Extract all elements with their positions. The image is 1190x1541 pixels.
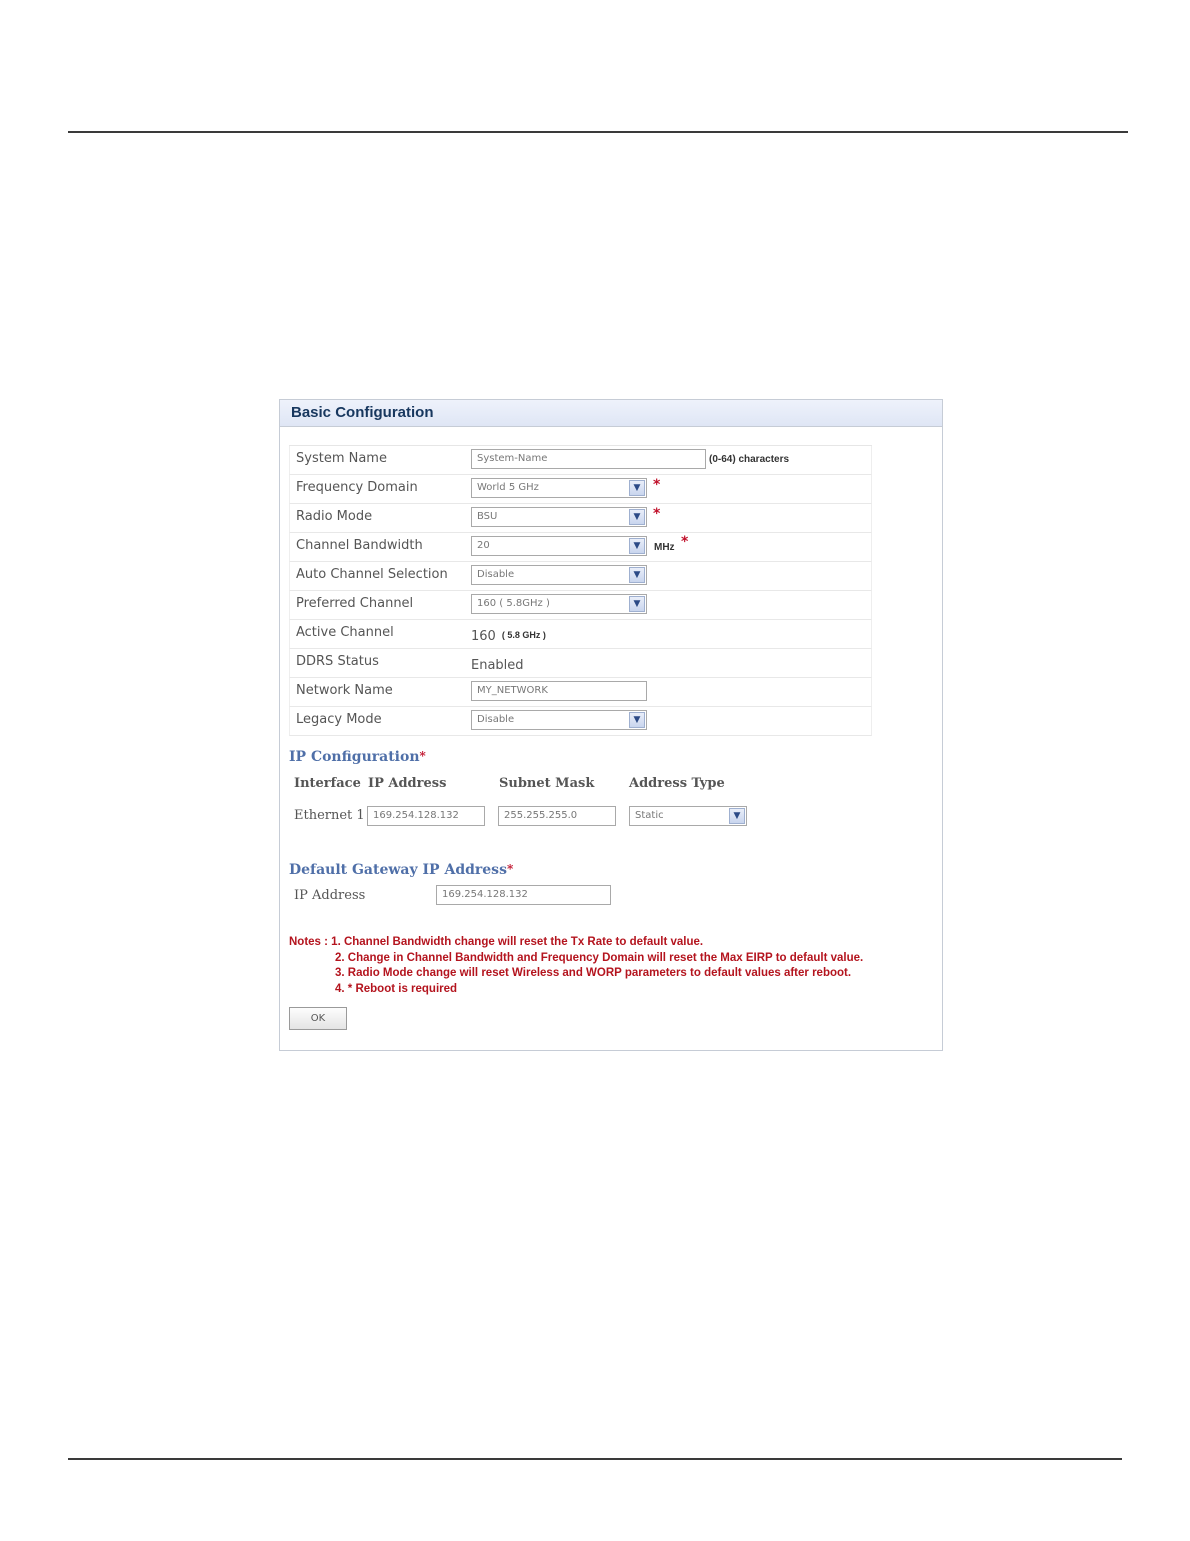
legacy-mode-label: Legacy Mode: [296, 712, 382, 727]
radio-mode-select[interactable]: [471, 507, 647, 527]
system-name-label: System Name: [296, 451, 387, 466]
legacy-mode-select[interactable]: [471, 710, 647, 730]
frequency-domain-row: [289, 475, 872, 504]
subnet-mask-header: Subnet Mask: [499, 776, 595, 791]
ok-button[interactable]: OK: [289, 1007, 347, 1030]
system-name-hint: (0-64) characters: [709, 454, 790, 465]
channel-bandwidth-row: [289, 533, 872, 562]
address-type-select[interactable]: [629, 806, 747, 826]
page-top-rule: [68, 131, 1128, 133]
chevron-down-icon[interactable]: ▼: [629, 567, 645, 583]
gateway-ip-input[interactable]: 169.254.128.132: [436, 885, 611, 905]
note-2: 2. Change in Channel Bandwidth and Frequency Domain will reset the Max EIRP to default value.: [335, 951, 864, 964]
auto-channel-value: Disable: [477, 569, 515, 580]
legacy-mode-value: Disable: [477, 714, 515, 725]
chevron-down-icon[interactable]: ▼: [729, 808, 745, 824]
chevron-down-icon[interactable]: ▼: [629, 596, 645, 612]
preferred-channel-row: [289, 591, 872, 620]
legacy-mode-row: [289, 707, 872, 736]
ip-configuration-title-text: IP Configuration: [289, 749, 420, 765]
auto-channel-row: [289, 562, 872, 591]
active-channel-value: 160: [471, 629, 496, 644]
ip-configuration-title: [289, 749, 426, 765]
channel-bandwidth-select[interactable]: [471, 536, 647, 556]
ip-address-header: IP Address: [368, 776, 447, 791]
radio-mode-label: Radio Mode: [296, 509, 373, 524]
preferred-channel-select[interactable]: [471, 594, 647, 614]
gateway-ip-label: IP Address: [294, 888, 366, 903]
system-name-input[interactable]: System-Name: [471, 449, 706, 469]
address-type-value: Static: [635, 810, 664, 821]
active-channel-row: [289, 620, 872, 649]
frequency-domain-label: Frequency Domain: [296, 480, 418, 495]
page-bottom-rule: [68, 1458, 1122, 1460]
note-4: 4. * Reboot is required: [335, 982, 458, 995]
ddrs-status-label: DDRS Status: [296, 654, 379, 669]
frequency-domain-select[interactable]: [471, 478, 647, 498]
subnet-mask-input[interactable]: 255.255.255.0: [498, 806, 616, 826]
radio-mode-value: BSU: [477, 511, 498, 522]
default-gateway-title: [289, 862, 513, 878]
panel-title: Basic Configuration: [280, 400, 942, 427]
radio-mode-row: [289, 504, 872, 533]
preferred-channel-value: 160 ( 5.8GHz ): [477, 598, 550, 609]
interface-cell: Ethernet 1: [294, 808, 365, 823]
channel-bandwidth-label: Channel Bandwidth: [296, 538, 423, 553]
auto-channel-label: Auto Channel Selection: [296, 567, 448, 582]
preferred-channel-label: Preferred Channel: [296, 596, 414, 611]
required-marker: *: [419, 749, 426, 763]
network-name-row: [289, 678, 872, 707]
required-marker: *: [506, 862, 514, 876]
required-marker: *: [681, 534, 689, 550]
required-marker: *: [653, 506, 661, 522]
chevron-down-icon[interactable]: ▼: [629, 509, 645, 525]
frequency-domain-value: World 5 GHz: [477, 482, 539, 493]
ddrs-status-value: Enabled: [471, 658, 524, 673]
note-1: Notes : 1. Channel Bandwidth change will reset the Tx Rate to default value.: [289, 936, 704, 948]
default-gateway-title-text: Default Gateway IP Address: [289, 862, 507, 878]
auto-channel-select[interactable]: [471, 565, 647, 585]
active-channel-label: Active Channel: [296, 625, 394, 640]
interface-header: Interface: [294, 776, 361, 791]
system-name-row: [289, 446, 872, 475]
ddrs-status-row: [289, 649, 872, 678]
chevron-down-icon[interactable]: ▼: [629, 480, 645, 496]
address-type-header: Address Type: [629, 776, 725, 791]
chevron-down-icon[interactable]: ▼: [629, 712, 645, 728]
channel-bandwidth-unit: MHz: [654, 542, 675, 553]
chevron-down-icon[interactable]: ▼: [629, 538, 645, 554]
notes-block: [289, 935, 939, 997]
active-channel-frequency: ( 5.8 GHz ): [501, 630, 546, 640]
network-name-label: Network Name: [296, 683, 393, 698]
required-marker: *: [653, 477, 661, 493]
basic-settings-table: [289, 445, 872, 736]
channel-bandwidth-value: 20: [477, 540, 490, 551]
ip-address-input[interactable]: 169.254.128.132: [367, 806, 485, 826]
note-3: 3. Radio Mode change will reset Wireless and WORP parameters to default values after reboot.: [335, 967, 852, 979]
network-name-input[interactable]: MY_NETWORK: [471, 681, 647, 701]
basic-configuration-panel: [279, 399, 943, 1051]
